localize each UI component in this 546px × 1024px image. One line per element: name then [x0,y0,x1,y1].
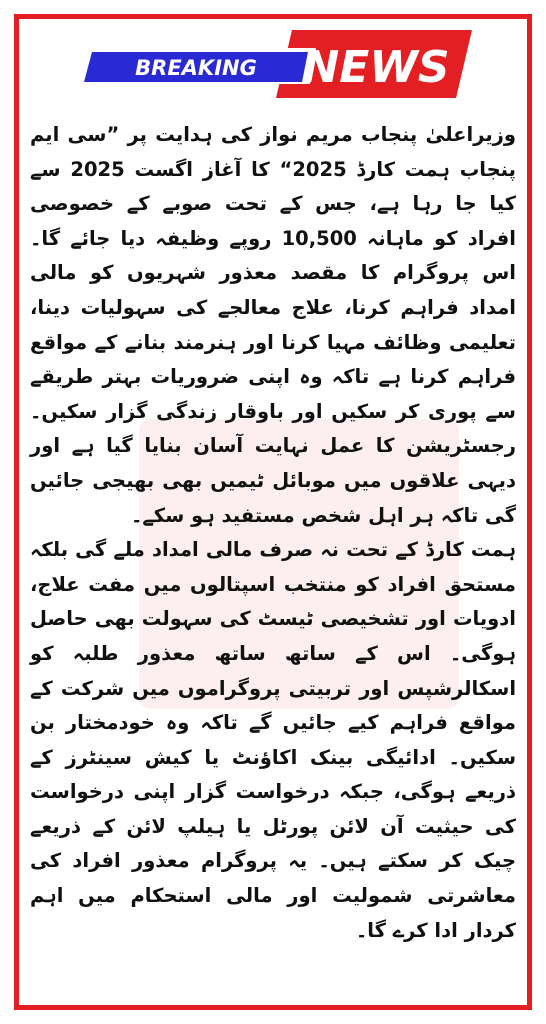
breaking-label: BREAKING [135,56,257,80]
article-body [30,118,516,998]
article-paragraph-1: وزیراعلیٰ پنجاب مریم نواز کی ہدایت پر ”سی ایم پنجاب ہمت کارڈ 2025“ کا آغاز اگست 2025 سے کیا جا رہا ہے، جس کے تحت صوبے کے خصوصی افراد کو ماہانہ 10,500 روپے وظیفہ دیا جائے گا۔ اس پروگرام کا مقصد معذور شہریوں کو مالی امداد فراہم کرنا، علاج معالجے کی سہولیات دینا، تعلیمی وظائف مہیا کرنا اور ہنرمند بنانے کے مواقع فراہم کرنا ہے تاکہ وہ اپنی ضروریات بہتر طریقے سے پوری کر سکیں اور باوقار زندگی گزار سکیں۔ رجسٹریشن کا عمل نہایت آسان بنایا گیا ہے اور دیہی علاقوں میں موبائل ٹیمیں بھی بھیجی جائیں گی تاکہ ہر اہل شخص مستفید ہو سکے۔ [30,123,516,527]
news-label: NEWS [302,42,450,93]
article-paragraph-2: ہمت کارڈ کے تحت نہ صرف مالی امداد ملے گی بلکہ مستحق افراد کو منتخب اسپتالوں میں مفت علاج، ادویات اور تشخیصی ٹیسٹ کی سہولت بھی حاصل ہوگی۔ اس کے ساتھ ساتھ معذور طلبہ کو اسکالرشپس اور تربیتی پروگراموں میں شرکت کے مواقع فراہم کیے جائیں گے تاکہ وہ خودمختار بن سکیں۔ ادائیگی بینک اکاؤنٹ یا کیش سینٹرز کے ذریعے ہوگی، جبکہ درخواست گزار اپنی درخواست کی حیثیت آن لائن پورٹل یا ہیلپ لائن کے ذریعے چیک کر سکتے ہیں۔ یہ پروگرام معذور افراد کی معاشرتی شمولیت اور مالی استحکام میں اہم کردار ادا کرے گا۔ [30,538,516,942]
banner-graphic [80,26,472,102]
breaking-news-banner [80,26,472,102]
